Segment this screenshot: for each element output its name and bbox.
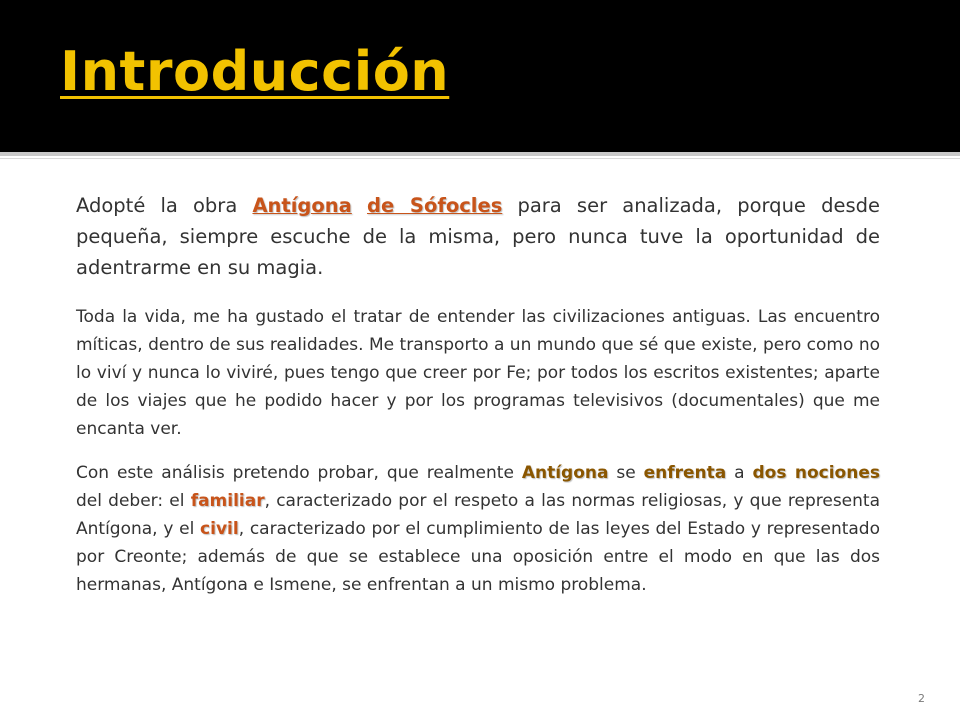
keyword-dos-nociones: dos nociones	[752, 463, 880, 483]
slide-body	[76, 190, 880, 615]
paragraph-analysis	[76, 459, 880, 599]
keyword-familiar: familiar	[190, 491, 265, 511]
text-run: del deber: el	[76, 491, 191, 511]
paragraph-civilizations: Toda la vida, me ha gustado el tratar de entender las civilizaciones antiguas. Las encuentro míticas, dentro de sus realidades. Me transporto a un mundo que sé que existe, pero como no lo viví y nunca lo viviré, pues tengo que creer por Fe; por todos los escritos existentes; aparte de los viajes que he podido hacer y por los programas televisivos (documentales) que me encanta ver.	[76, 307, 880, 439]
header-divider-thin	[0, 158, 960, 159]
text-run: Adopté la obra	[76, 194, 253, 217]
text-run	[352, 194, 367, 217]
text-run: a	[726, 463, 753, 483]
title-bar	[0, 0, 960, 152]
paragraph-intro	[76, 190, 880, 283]
keyword-antigona: Antígona	[521, 463, 609, 483]
text-run: se	[608, 463, 644, 483]
text-run: , caracterizado por el respeto a las normas religiosas, y que representa Antígona, y el	[76, 491, 880, 539]
text-run: Con este análisis pretendo probar, que realmente	[76, 463, 522, 483]
page-number: 2	[918, 692, 925, 705]
keyword-antigona: Antígona	[252, 194, 352, 217]
slide-title: Introducción	[60, 40, 450, 103]
header-divider	[0, 152, 960, 156]
text-run: , caracterizado por el cumplimiento de las leyes del Estado y representado por Creonte; además de que se establece una oposición entre el modo en que las dos hermanas, Antígona e Ismene, se enfrentan a un mismo problema.	[76, 519, 880, 595]
keyword-enfrenta: enfrenta	[643, 463, 727, 483]
text-run: para ser analizada, porque desde pequeña, siempre escuche de la misma, pero nunca tuve la oportunidad de adentrarme en su magia.	[76, 194, 880, 279]
keyword-sofocles: de Sófocles	[366, 194, 503, 217]
keyword-civil: civil	[200, 519, 239, 539]
